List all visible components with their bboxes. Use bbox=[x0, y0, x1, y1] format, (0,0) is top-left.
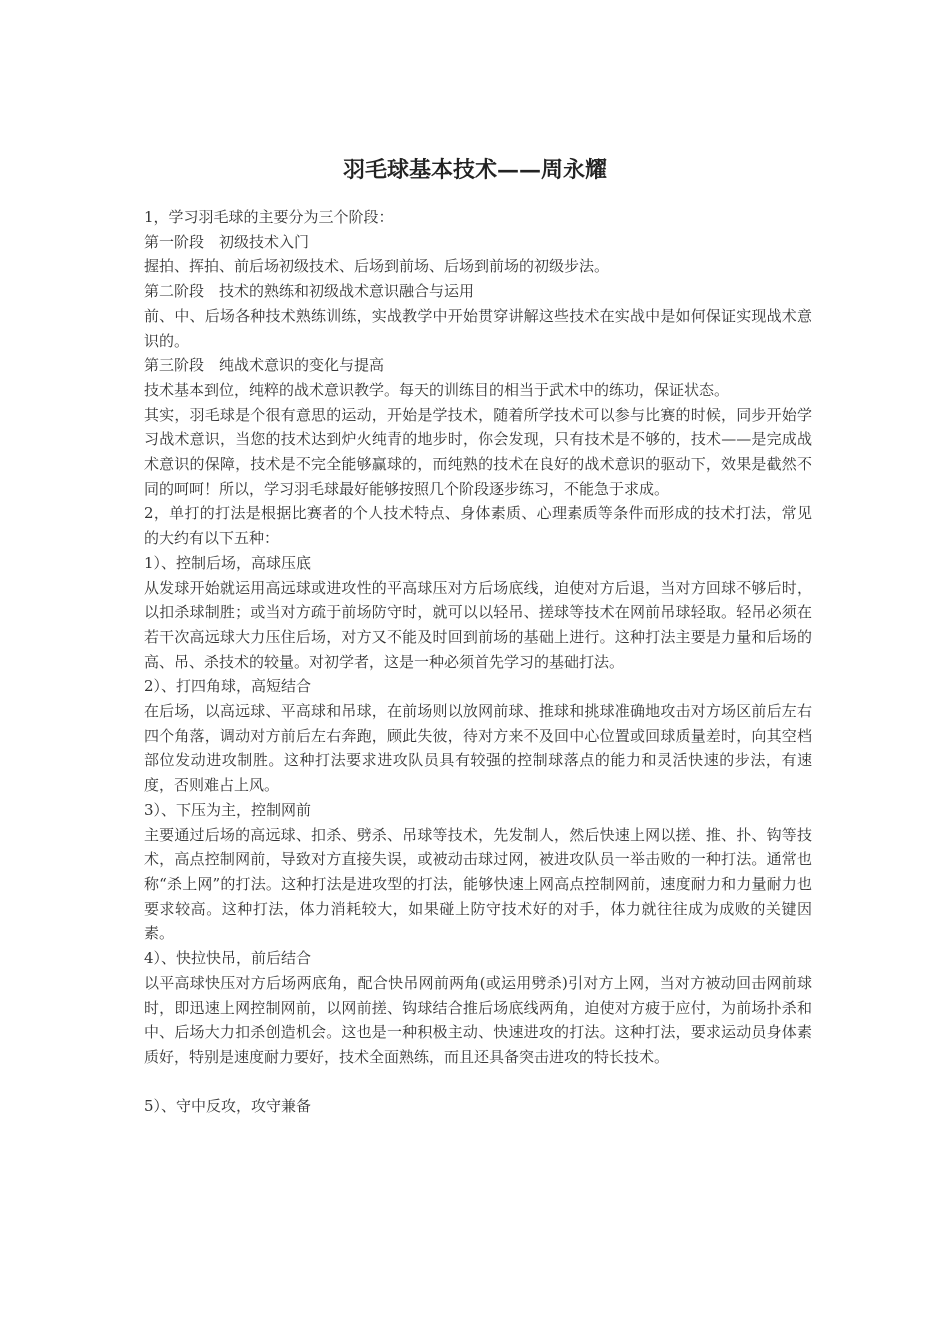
stage-one-heading: 第一阶段 初级技术入门 bbox=[144, 232, 310, 251]
style-one-heading: 1）、控制后场，高球压底 bbox=[144, 553, 312, 572]
stage-one-text: 握拍、挥拍、前后场初级技术、后场到前场、后场到前场的初级步法。 bbox=[144, 257, 610, 276]
document-body bbox=[144, 205, 812, 1119]
stage-three-text: 技术基本到位，纯粹的战术意识教学。每天的训练目的相当于武术中的练功，保证状态。 bbox=[144, 380, 730, 399]
style-one-text: 从发球开始就运用高远球或进攻性的平高球压对方后场底线，迫使对方后退，当对方回球不够后时，以扣杀球制胜；或当对方疏于前场防守时，就可以以轻吊、搓球等技术在网前吊球轻取。轻吊必须在若干次高远球大力压住后场，对方又不能及时回到前场的基础上进行。这种打法主要是力量和后场的高、吊、杀技术的较量。对初学者，这是一种必须首先学习的基础打法。 bbox=[144, 578, 812, 671]
style-three-heading: 3）、下压为主，控制网前 bbox=[144, 800, 312, 819]
style-two-text: 在后场，以高远球、平高球和吊球，在前场则以放网前球、推球和挑球准确地攻击对方场区前后左右四个角落，调动对方前后左右奔跑，顾此失彼，待对方来不及回中心位置或回球质量差时，向其空档部位发动进攻制胜。这种打法要求进攻队员具有较强的控制球落点的能力和灵活快速的步法，有速度，否则难占上风。 bbox=[144, 702, 812, 795]
document-title: 羽毛球基本技术——周永耀 bbox=[342, 157, 607, 183]
stage-three-heading: 第三阶段 纯战术意识的变化与提高 bbox=[144, 356, 385, 375]
stage-two-heading: 第二阶段 技术的熟练和初级战术意识融合与运用 bbox=[144, 282, 475, 301]
style-three-text: 主要通过后场的高远球、扣杀、劈杀、吊球等技术，先发制人，然后快速上网以搓、推、扑、钩等技术，高点控制网前，导致对方直接失误，或被动击球过网，被进攻队员一举击败的一种打法。通常也称“杀上网”的打法。这种打法是进攻型的打法，能够快速上网高点控制网前，速度耐力和力量耐力也要求较高。这种打法，体力消耗较大，如果碰上防守技术好的对手，体力就往往成为成败的关键因素。 bbox=[144, 825, 812, 943]
style-two-heading: 2）、打四角球，高短结合 bbox=[144, 677, 312, 696]
stage-two-text: 前、中、后场各种技术熟练训练，实战教学中开始贯穿讲解这些技术在实战中是如何保证实现战术意识的。 bbox=[144, 306, 812, 350]
style-four-text: 以平高球快压对方后场两底角，配合快吊网前两角(或运用劈杀)引对方上网，当对方被动回击网前球时，即迅速上网控制网前，以网前搓、钩球结合推后场底线两角，迫使对方疲于应付，为前场扑杀和中、后场大力扣杀创造机会。这也是一种积极主动、快速进攻的打法。这种打法，要求运动员身体素质好，特别是速度耐力要好，技术全面熟练，而且还具备突击进攻的特长技术。 bbox=[144, 973, 812, 1066]
summary-paragraph: 其实，羽毛球是个很有意思的运动，开始是学技术，随着所学技术可以参与比赛的时候，同步开始学习战术意识，当您的技术达到炉火纯青的地步时，你会发现，只有技术是不够的，技术——是完成战术意识的保障，技术是不完全能够赢球的，而纯熟的技术在良好的战术意识的驱动下，效果是截然不同的呵呵！所以，学习羽毛球最好能够按照几个阶段逐步练习，不能急于求成。 bbox=[144, 405, 812, 498]
style-five-heading: 5）、守中反攻，攻守兼备 bbox=[144, 1097, 312, 1116]
intro-heading: 1，学习羽毛球的主要分为三个阶段： bbox=[144, 208, 394, 226]
blank-line bbox=[144, 1070, 812, 1095]
style-four-heading: 4）、快拉快吊，前后结合 bbox=[144, 949, 312, 968]
singles-intro: 2，单打的打法是根据比赛者的个人技术特点、身体素质、心理素质等条件而形成的技术打法，常见的大约有以下五种： bbox=[144, 504, 812, 548]
